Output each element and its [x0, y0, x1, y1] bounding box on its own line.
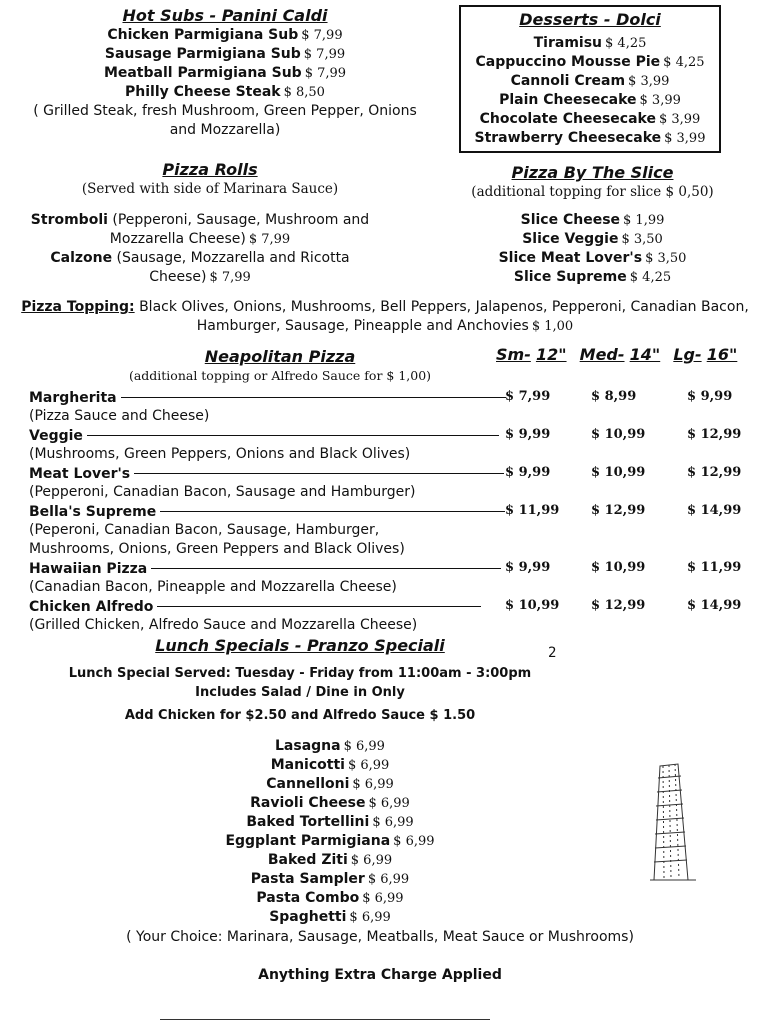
item-description: ( Grilled Steak, fresh Mushroom, Green Pepper, Onions — [33, 103, 417, 119]
pizza-item: Chicken Alfredo $ 10,99 $ 12,99 $ 14,99 (Grilled Chicken, Alfredo Sauce and Mozzarella Cheese) — [29, 598, 742, 633]
neapolitan-header — [100, 347, 460, 385]
stromboli-line-1: Stromboli (Pepperoni, Sausage, Mushroom and — [30, 212, 370, 228]
menu-item: Cannelloni $ 6,99 — [266, 776, 394, 792]
neapolitan-title: Neapolitan Pizza — [204, 347, 356, 366]
leaning-tower-icon — [648, 762, 698, 886]
lunch-served: Lunch Special Served: Tuesday - Friday from 11:00am - 3:00pm — [68, 666, 532, 681]
calzone-line-1: Calzone (Sausage, Mozzarella and Ricotta — [50, 250, 350, 266]
pizza-item: Veggie $ 9,99 $ 10,99 $ 12,99 (Mushrooms, Green Peppers, Onions and Black Olives) — [29, 427, 742, 462]
pizza-rolls-items — [10, 211, 390, 287]
lunch-add: Add Chicken for $2.50 and Alfredo Sauce $ 1.50 — [124, 708, 476, 723]
menu-item: Slice Cheese $ 1,99 — [520, 212, 665, 228]
calzone-line-2: Cheese) $ 7,99 — [149, 269, 251, 285]
menu-item: Chocolate Cheesecake $ 3,99 — [479, 111, 701, 127]
neapolitan-note: (additional topping or Alfredo Sauce for $ 1,00) — [128, 368, 432, 383]
pizza-item: Meat Lover's $ 9,99 $ 10,99 $ 12,99 (Pepperoni, Canadian Bacon, Sausage and Hamburger) — [29, 465, 742, 500]
extra-charge-note: Anything Extra Charge Applied — [258, 967, 502, 983]
bottom-divider — [160, 1019, 490, 1020]
pizza-list — [29, 388, 759, 635]
hot-subs-section — [10, 6, 440, 140]
menu-item: Spaghetti $ 6,99 — [269, 909, 391, 925]
lunch-items — [180, 737, 480, 927]
hot-subs-title: Hot Subs - Panini Caldi — [122, 6, 328, 25]
menu-item: Cannoli Cream $ 3,99 — [510, 73, 670, 89]
item-description: and Mozzarella) — [169, 122, 281, 138]
menu-item: Manicotti $ 6,99 — [270, 757, 390, 773]
menu-item: Meatball Parmigiana Sub $ 7,99 — [103, 65, 347, 81]
menu-item: Baked Tortellini $ 6,99 — [246, 814, 414, 830]
menu-item: Strawberry Cheesecake $ 3,99 — [474, 130, 706, 146]
slice-section — [455, 163, 730, 287]
size-header: Sm- 12" Med- 14" Lg- 16" — [496, 345, 738, 364]
lunch-header — [40, 636, 560, 725]
menu-item: Tiramisu $ 4,25 — [533, 35, 647, 51]
menu-item: Ravioli Cheese $ 6,99 — [250, 795, 410, 811]
topping-line-2: Hamburger, Sausage, Pineapple and Anchovies $ 1,00 — [196, 318, 574, 334]
menu-item: Cappuccino Mousse Pie $ 4,25 — [475, 54, 705, 70]
handwritten-correction: 2 — [548, 645, 557, 661]
menu-item: Philly Cheese Steak $ 8,50 — [125, 84, 325, 100]
lunch-choice: ( Your Choice: Marinara, Sausage, Meatballs, Meat Sauce or Mushrooms) — [126, 929, 634, 945]
desserts-title: Desserts - Dolci — [519, 10, 661, 29]
menu-item: Eggplant Parmigiana $ 6,99 — [225, 833, 435, 849]
menu-item: Slice Veggie $ 3,50 — [522, 231, 663, 247]
pizza-item: Margherita $ 7,99 $ 8,99 $ 9,99 (Pizza Sauce and Cheese) — [29, 389, 733, 424]
pizza-item: Hawaiian Pizza $ 9,99 $ 10,99 $ 11,99 (Canadian Bacon, Pineapple and Mozzarella Cheese) — [29, 560, 742, 595]
desserts-section — [459, 5, 721, 153]
pizza-item: Bella's Supreme $ 11,99 $ 12,99 $ 14,99 (Peperoni, Canadian Bacon, Sausage, Hamburger, Mushrooms, Onions, Green Peppers and Black Olives) — [29, 503, 742, 557]
slice-note: (additional topping for slice $ 0,50) — [471, 184, 714, 200]
pizza-rolls-title: Pizza Rolls — [162, 160, 258, 179]
topping-line-1: Pizza Topping: Black Olives, Onions, Mushrooms, Bell Peppers, Jalapenos, Pepperoni, Canadian Bacon, — [21, 299, 749, 315]
topping-section — [0, 298, 770, 336]
menu-item: Slice Supreme $ 4,25 — [513, 269, 672, 285]
menu-item: Sausage Parmigiana Sub $ 7,99 — [104, 46, 346, 62]
menu-item: Plain Cheesecake $ 3,99 — [499, 92, 681, 108]
pizza-rolls-note: (Served with side of Marinara Sauce) — [81, 181, 339, 197]
menu-item: Pasta Combo $ 6,99 — [256, 890, 404, 906]
menu-item: Chicken Parmigiana Sub $ 7,99 — [107, 27, 343, 43]
slice-title: Pizza By The Slice — [511, 163, 674, 182]
menu-item: Pasta Sampler $ 6,99 — [250, 871, 410, 887]
menu-item: Lasagna $ 6,99 — [275, 738, 385, 754]
menu-item: Baked Ziti $ 6,99 — [267, 852, 393, 868]
lunch-includes: Includes Salad / Dine in Only — [195, 685, 405, 700]
stromboli-line-2: Mozzarella Cheese) $ 7,99 — [109, 231, 291, 247]
lunch-title: Lunch Specials - Pranzo Speciali — [155, 636, 445, 655]
pizza-rolls-header — [10, 160, 410, 198]
menu-item: Slice Meat Lover's $ 3,50 — [498, 250, 687, 266]
